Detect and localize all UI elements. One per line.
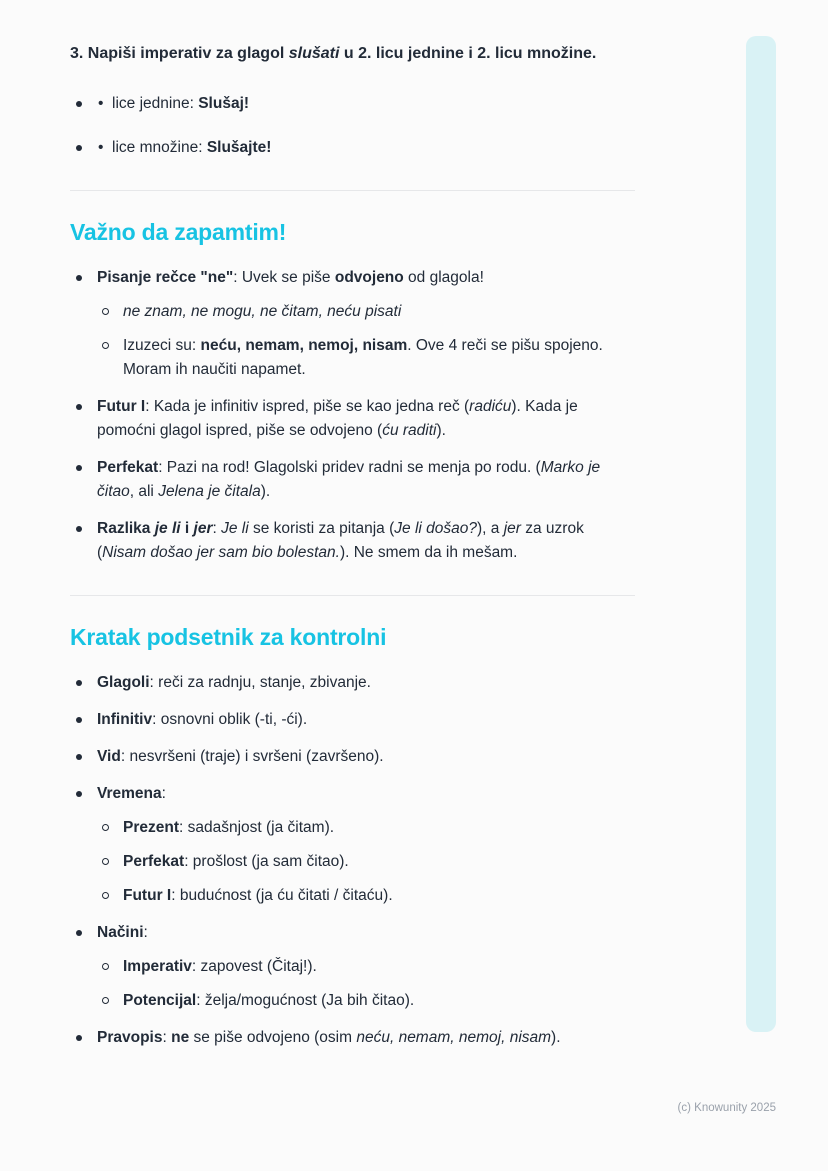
note-item bbox=[70, 517, 635, 565]
text-segment: ), a bbox=[477, 520, 504, 538]
text-segment: Prezent bbox=[123, 819, 179, 837]
text-segment: : bbox=[161, 785, 166, 803]
text-segment: Načini bbox=[97, 924, 144, 942]
text-segment: radiću bbox=[469, 398, 512, 416]
list-item-text bbox=[123, 887, 393, 904]
text-segment: Izuzeci su: bbox=[123, 337, 201, 355]
text-segment: : bbox=[162, 1029, 172, 1047]
text-segment: je li bbox=[154, 520, 181, 538]
list-item-text bbox=[97, 398, 578, 439]
text-segment: Je li bbox=[221, 520, 249, 538]
note-item bbox=[70, 921, 635, 1013]
text-segment: : prošlost (ja sam čitao). bbox=[184, 853, 349, 871]
text-segment: : budućnost (ja ću čitati / čitaću). bbox=[171, 887, 393, 905]
note-item bbox=[70, 1026, 635, 1050]
note-item bbox=[70, 266, 635, 382]
section-divider bbox=[70, 190, 635, 191]
sub-list-item bbox=[97, 850, 635, 874]
list-item-text bbox=[97, 674, 371, 691]
text-segment: Futur I bbox=[123, 887, 172, 905]
text-segment: : nesvršeni (traje) i svršeni (završeno). bbox=[120, 748, 384, 766]
text-segment: jer bbox=[193, 520, 213, 538]
notes-list bbox=[70, 671, 635, 1050]
text-segment: • lice množine: bbox=[98, 139, 207, 157]
text-segment: ). bbox=[551, 1029, 561, 1047]
text-segment: Futur I bbox=[97, 398, 146, 416]
text-segment: Nisam došao jer sam bio bolestan. bbox=[102, 544, 340, 562]
text-segment: Pravopis bbox=[97, 1029, 163, 1047]
text-segment: ). bbox=[436, 422, 446, 440]
text-segment: : sadašnjost (ja čitam). bbox=[179, 819, 335, 837]
text-segment: u 2. licu jednine i 2. licu množine. bbox=[339, 45, 597, 62]
text-segment: Infinitiv bbox=[97, 711, 153, 729]
text-segment: se koristi za pitanja ( bbox=[248, 520, 395, 538]
sub-list bbox=[97, 300, 635, 382]
notes-list bbox=[70, 266, 635, 565]
text-segment: : Kada je infinitiv ispred, piše se kao jedna reč ( bbox=[145, 398, 470, 416]
list-item-text bbox=[123, 853, 349, 870]
scrollbar-track[interactable] bbox=[746, 36, 776, 1032]
note-item bbox=[70, 782, 635, 908]
note-item bbox=[70, 395, 635, 443]
text-segment: Je li došao? bbox=[394, 520, 478, 538]
sub-list-item bbox=[97, 816, 635, 840]
text-segment: Potencijal bbox=[123, 992, 197, 1010]
text-segment: Perfekat bbox=[123, 853, 185, 871]
sub-list-item bbox=[97, 334, 635, 382]
text-segment: ). Kada je pomoćni glagol ispred, piše se odvojeno ( bbox=[97, 398, 578, 440]
text-segment: : osnovni oblik (-ti, -ći). bbox=[152, 711, 308, 729]
text-segment: • lice jednine: bbox=[98, 95, 199, 112]
answer-item bbox=[70, 92, 635, 116]
note-item bbox=[70, 671, 635, 695]
list-item-text bbox=[97, 748, 384, 765]
sub-list-item bbox=[97, 300, 635, 324]
list-item-text bbox=[97, 520, 584, 561]
list-item-text bbox=[98, 95, 249, 112]
sub-list bbox=[97, 816, 635, 908]
text-segment: jer bbox=[503, 520, 521, 538]
text-segment: Marko je čitao bbox=[97, 459, 601, 501]
text-segment: i bbox=[180, 520, 194, 538]
list-item-text bbox=[123, 992, 414, 1009]
section-title: Važno da zapamtim! bbox=[70, 219, 287, 246]
text-segment: Glagoli bbox=[97, 674, 150, 692]
note-item bbox=[70, 708, 635, 732]
text-segment: Slušaj! bbox=[198, 95, 250, 112]
sub-list bbox=[97, 955, 635, 1013]
note-item bbox=[70, 456, 635, 504]
text-segment: Jelena je čitala bbox=[158, 483, 261, 501]
text-segment: : bbox=[212, 520, 222, 538]
list-item-text bbox=[97, 459, 600, 500]
text-segment: : bbox=[143, 924, 148, 942]
text-segment: 3. Napiši imperativ za glagol bbox=[70, 45, 289, 62]
text-segment: slušati bbox=[288, 45, 340, 62]
section-kratak-podsetnik bbox=[70, 624, 635, 1050]
text-segment: Razlika bbox=[97, 520, 155, 538]
list-item-text bbox=[123, 958, 317, 975]
list-item-text bbox=[123, 819, 334, 836]
text-column bbox=[70, 42, 635, 1050]
text-segment: neću, nemam, nemoj, nisam bbox=[356, 1029, 552, 1047]
text-segment: : želja/mogućnost (Ja bih čitao). bbox=[196, 992, 415, 1010]
list-item-text bbox=[123, 303, 401, 320]
text-segment: se piše odvojeno (osim bbox=[189, 1029, 357, 1047]
text-segment: Imperativ bbox=[123, 958, 192, 976]
text-segment: ). Ne smem da ih mešam. bbox=[339, 544, 518, 562]
section-divider bbox=[70, 595, 635, 596]
text-segment: za uzrok ( bbox=[97, 520, 584, 562]
text-segment: : zapovest (Čitaj!). bbox=[191, 958, 317, 976]
sub-list-item bbox=[97, 989, 635, 1013]
text-segment: od glagola! bbox=[403, 269, 484, 287]
text-segment: : reči za radnju, stanje, zbivanje. bbox=[149, 674, 371, 692]
text-segment: Vremena bbox=[97, 785, 162, 803]
text-segment: neću, nemam, nemoj, nisam bbox=[200, 337, 408, 355]
text-segment: Slušajte! bbox=[206, 139, 272, 157]
text-segment: : Uvek se piše bbox=[233, 269, 335, 287]
text-segment: ). bbox=[260, 483, 271, 501]
note-item bbox=[70, 745, 635, 769]
list-item-text bbox=[97, 785, 166, 802]
answers-list bbox=[70, 92, 635, 160]
sub-list-item bbox=[97, 884, 635, 908]
text-segment: ne znam, ne mogu, ne čitam, neću pisati bbox=[123, 303, 402, 321]
list-item-text bbox=[123, 337, 603, 378]
answer-item bbox=[70, 136, 635, 160]
footer-credit: (c) Knowunity 2025 bbox=[677, 1102, 776, 1114]
text-segment: ću raditi bbox=[382, 422, 437, 440]
section-vazno-da-zapamtim bbox=[70, 219, 635, 565]
list-item-text bbox=[98, 139, 271, 156]
list-item-text bbox=[97, 924, 148, 941]
list-item-text bbox=[97, 269, 484, 286]
text-segment: : Pazi na rod! Glagolski pridev radni se menja po rodu. ( bbox=[158, 459, 541, 477]
sub-list-item bbox=[97, 955, 635, 979]
text-segment: odvojeno bbox=[334, 269, 404, 287]
text-segment: , ali bbox=[129, 483, 159, 501]
list-item-text bbox=[97, 711, 307, 728]
question-heading bbox=[70, 42, 635, 66]
text-segment: Perfekat bbox=[97, 459, 159, 477]
text-segment: Pisanje rečce "ne" bbox=[97, 269, 234, 287]
text-segment: Vid bbox=[97, 748, 121, 766]
text-segment: ne bbox=[171, 1029, 190, 1047]
text-segment: . Ove 4 reči se pišu spojeno. Moram ih naučiti napamet. bbox=[123, 337, 603, 379]
list-item-text bbox=[97, 1029, 561, 1046]
section-title: Kratak podsetnik za kontrolni bbox=[70, 624, 387, 651]
